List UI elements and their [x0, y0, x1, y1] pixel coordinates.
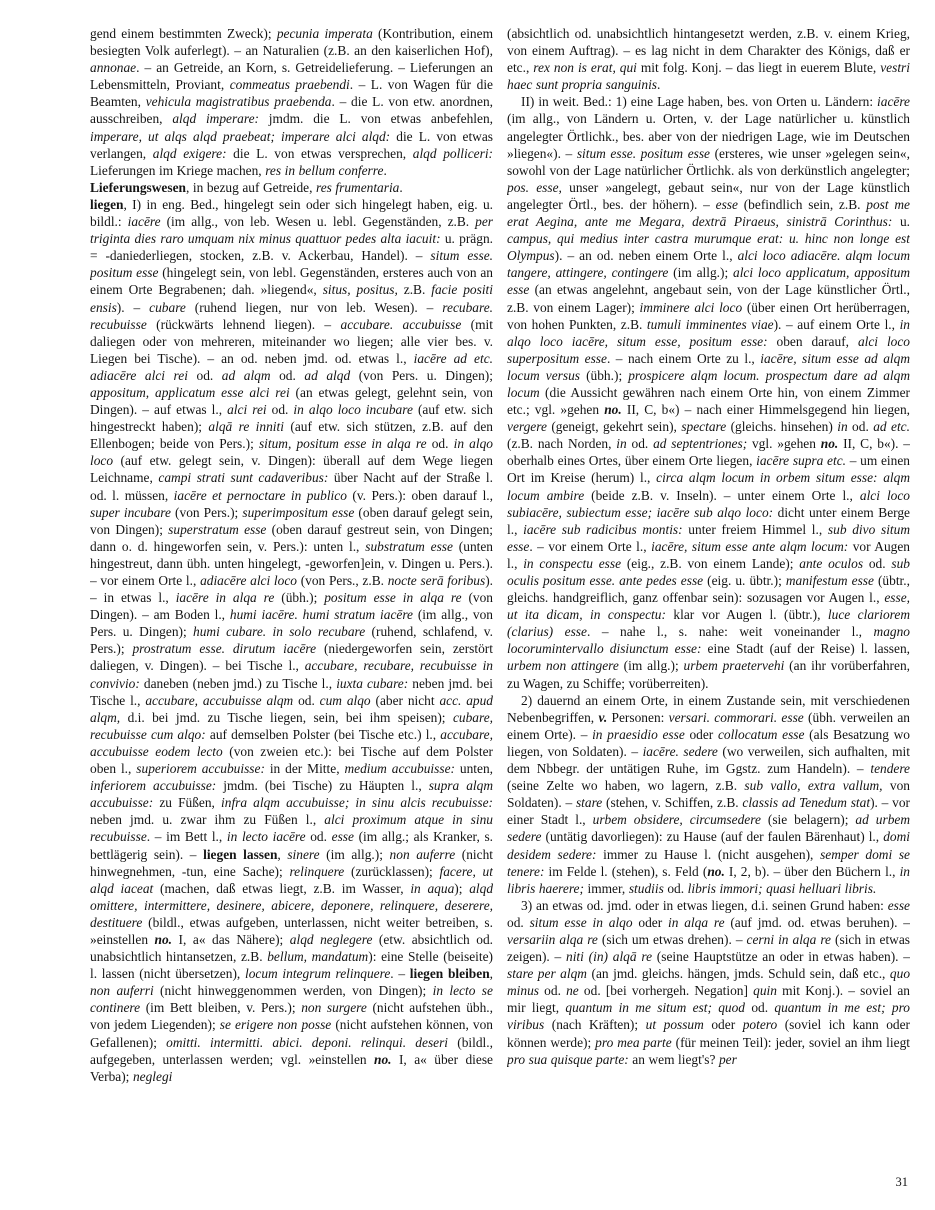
left-column [90, 25, 493, 1175]
entry-liegen-section-2: 2) dauernd an einem Orte, in einem Zustande sein, mit verschiedenen Nebenbegriffen, v. Personen: versari. commorari. esse (übh. verweilen an einem Orte). – in praesidio esse oder collocatum esse (als Besatzung wo liegen, von Soldaten). – iacēre. sedere (wo verweilen, sich aufhalten, mit dem Nbbegr. der untätigen Ruhe, im Ggstz. zum Handeln). – tendere (seine Zelte wo haben, wo lagern, z.B. sub vallo, extra vallum, von Soldaten). – stare (stehen, v. Schiffen, z.B. classis ad Tenedum stat). – vor einer Stadt l., urbem obsidere, circumsedere (sie belagern); ad urbem sedere (untätig davorliegen): zu Hause (auf der faulen Bärenhaut) l., domi desidem sedere: immer zu Hause l. (nicht ausgehen), semper domi se tenere: im Felde l. (stehen), s. Feld (no. I, 2, b). – über den Büchern l., in libris haerere; immer, studiis od. libris immori; quasi helluari libris. [507, 692, 910, 896]
page-number: 31 [895, 1175, 908, 1189]
entry-lieferung-continuation: gend einem bestimmten Zweck); pecunia imperata (Kontribution, einem besiegten Volk auferlegt). – an Naturalien (z.B. an den kaiserlichen Hof), annonae. – an Getreide, an Korn, s. Getreidelieferung. – Lieferungen an Lebensmitteln, Proviant, commeatus praebendi. – L. von Wagen für die Beamten, vehicula magistratibus praebenda. – die L. von etw. anordnen, ausschreiben, alqd imperare: jmdm. die L. von etwas anbefehlen, imperare, ut alqs alqd praebeat; imperare alci alqd: die L. von etwas verlangen, alqd exigere: die L. von etwas versprechen, alqd polliceri: Lieferungen im Kriege machen, res in bellum conferre. [90, 26, 493, 178]
entry-liegen-part2: (absichtlich od. unabsichtlich hintangesetzt werden, z.B. v. einem Krieg, von einem Auftrag). – es lag nicht in dem Charakter des Königs, daß er etc., rex non is erat, qui mit folg. Konj. – das liegt in euerem Blute, vestri haec sunt propria sanguinis. [507, 26, 910, 93]
entry-liegen-section-3: 3) an etwas od. jmd. oder in etwas liegen, d.i. seinen Grund haben: esse od. situm esse in alqo oder in alqa re (auf jmd. od. etwas beruhen). – versariin alqa re (sich um etwas drehen). – cerni in alqa re (sich in etwas zeigen). – niti (in) alqā re (seine Hauptstütze an oder in etwas haben). – stare per alqm (an jmd. gleichs. hängen, jmds. Schuld sein, daß etc., quo minus od. ne od. [bei vorhergeh. Negation] quin mit Konj.). – soviel an mir liegt, quantum in me situm est; quod od. quantum in me est; pro viribus (nach Kräften); ut possum oder potero (soviel ich kann oder können werde); pro mea parte (für meinen Teil): jeder, soviel an ihm liegt pro sua quisque parte: an wem liegt's? per [507, 897, 910, 1067]
entry-liegen-part1: liegen, I) in eng. Bed., hingelegt sein oder sich hingelegt haben, eig. u. bildl.: iacēre (im allg., von leb. Wesen u. lebl. Gegenständen, z.B. per triginta dies raro umquam nix minus quattuor pedes alta iacuit: u. prägn. = -daniederliegen, stocken, z.B. v. Ackerbau, Handel). – situm esse. positum esse (hingelegt sein, von lebl. Gegenständen, ersteres auch von an einem Orte Begrabenen; dah. »liegend«, situs, positus, z.B. facie positi ensis). – cubare (ruhend liegen, nur von leb. Wesen). – recubare. recubuisse (rückwärts lehnend liegen). – accubare. accubuisse (mit daliegen oder von mehreren, miteinander wo liegen; alle vier bes. v. Liegen bei Tische). – an od. neben jmd. od. etwas l., iacēre ad etc. adiacēre alci rei od. ad alqm od. ad alqd (von Pers. u. Dingen); appositum, applicatum esse alci rei (an etwas gelegt, gelehnt sein, von Dingen). – auf etwas l., alci rei od. in alqo loco incubare (auf etw. sich hingestreckt haben); alqā re inniti (auf etw. sich stützen, z.B. auf den Ellenbogen; beide von Pers.); situm, positum esse in alqa re od. in alqo loco (auf etw. gelegt sein, v. Dingen): überall auf dem Wege liegen Leichname, campi strati sunt cadaveribus: über Nacht auf der Straße l. od. l. müssen, iacēre et pernoctare in publico (v. Pers.): oben darauf l., super incubare (von Pers.); superimpositum esse (oben darauf gelegt sein, von Dingen); superstratum esse (oben darauf gestreut sein, von Dingen; dann o. d. hingeworfen sein, v. Pers.): unten l., substratum esse (unten hingestreut, dann übh. unten hingelegt, -geworfen]ein, v. Dingen u. Pers.). – vor einem Orte l., adiacēre alci loco (von Pers., z.B. nocte serā foribus). – in etwas l., iacēre in alqa re (übh.); positum esse in alqa re (von Dingen). – am Boden l., humi iacēre. humi stratum iacēre (im allg., von Pers. u. Dingen); humi cubare. in solo recubare (ruhend, schlafend, v. Pers.); prostratum esse. dirutum iacēre (niedergeworfen sein, zerstört daliegen, v. Dingen). – bei Tische l., accubare, recubare, recubuisse in convivio: daneben (neben jmd.) zu Tische l., iuxta cubare: neben jmd. bei Tische l., accubare, accubuisse alqm od. cum alqo (aber nicht acc. apud alqm, d.i. bei jmd. zu Tische liegen, sein, bei ihm speisen); cubare, recubuisse cum alqo: auf demselben Polster (bei Tische etc.) l., accubare, accubuisse eodem lecto (von zweien etc.): bei Tische auf dem Polster oben l., superiorem accubuisse: in der Mitte, medium accubuisse: unten, inferiorem accubuisse: jmdm. (bei Tische) zu Häupten l., supra alqm accubuisse: zu Füßen, infra alqm accubuisse; in sinu alcis recubuisse: neben jmd. u. zwar ihm zu Füßen l., alci proximum atque in sinu recubuisse. – im Bett l., in lecto iacēre od. esse (im allg.; als Kranker, s. bettlägerig sein). – liegen lassen, sinere (im allg.); non auferre (nicht hinwegnehmen, -tun, eine Sache); relinquere (zurücklassen); facere, ut alqd iaceat (machen, daß etwas liegt, z.B. im Wasser, in aqua); alqd omittere, intermittere, desinere, abicere, deponere, relinquere, deserere, destituere (bildl., etwas aufgeben, unterlassen, nicht weiter betreiben, s. »einstellen no. I, a« das Nähere); alqd neglegere (etw. absichtlich od. unabsichtlich hintansetzen, z.B. bellum, mandatum): eine Stelle (beiseite) l. lassen (nicht übersetzen), locum integrum relinquere. – liegen bleiben, non auferri (nicht hinweggenommen werden, von Dingen); in lecto se continere (im Bett bleiben, v. Pers.); non surgere (nicht aufstehen übh., von jedem Liegenden); se erigere non posse (nicht aufstehen können, von Gefallenen); omitti. intermitti. abici. deponi. relinqui. deseri (bildl., aufgegeben, unterlassen werden; vgl. »einstellen no. I, a« über diese Verba); neglegi [90, 196, 493, 1084]
entry-lieferungswesen: Lieferungswesen, in bezug auf Getreide, res frumentaria. [90, 179, 403, 195]
text-columns [90, 25, 910, 1175]
right-column [507, 25, 910, 1175]
entry-liegen-section-II: II) in weit. Bed.: 1) eine Lage haben, bes. von Orten u. Ländern: iacēre (im allg., von Ländern u. Orten, v. der Lage natürlicher u. künstlich angelegter Örtlichk., bes. aber von der niedrigen Lage, wie im Deutschen »liegen«). – situm esse. positum esse (ersteres, wie unser »gelegen sein«, sowohl von der Lage natürlicher Örtlichk. als von derkünstlich angelegter; pos. esse, unser »angelegt, gebaut sein«, nur von der Lage künstlich angelegter Örtl., bes. der höhern). – esse (befindlich sein, z.B. post me erat Aegina, ante me Megara, dextrā Piraeus, sinistrā Corinthus: u. campus, qui medius inter castra murumque erat: u. hinc non longe est Olympus). – an od. neben einem Orte l., alci loco adiacēre. alqm locum tangere, attingere, contingere (im allg.); alci loco applicatum, appositum esse (an etwas angelehnt, angebaut sein, von der Lage künstlicher Örtl., z.B. von einem Lager); imminere alci loco (über einen Ort herüberragen, von hohen Punkten, z.B. tumuli imminentes viae). – auf einem Orte l., in alqo loco iacēre, situm esse, positum esse: oben darauf, alci loco superpositum esse. – nach einem Orte zu l., iacēre, situm esse ad alqm locum versus (übh.); prospicere alqm locum. prospectum dare ad alqm locum (die Aussicht gewähren nach einem Orte hin, von einem Zimmer etc.; vgl. »gehen no. II, C, b«) – nach einer Himmelsgegend hin liegen, vergere (geneigt, gekehrt sein), spectare (gleichs. hinsehen) in od. ad etc. (z.B. nach Norden, in od. ad septentriones; vgl. »gehen no. II, C, b«). – oberhalb eines Ortes, über einem Orte liegen, iacēre supra etc. – um einen Ort im Kreise (herum) l., circa alqm locum in orbem situm esse: alqm locum ambire (beide z.B. v. Inseln). – unter einem Orte l., alci loco subiacēre, subiectum esse; iacēre sub alqo loco: dicht unter einem Berge l., iacēre sub radicibus montis: unter freiem Himmel l., sub divo situm esse. – vor einem Orte l., iacēre, situm esse ante alqm locum: vor Augen l., in conspectu esse (eig., z.B. von einem Lande); ante oculos od. sub oculis positum esse. ante pedes esse (eig. u. übtr.); manifestum esse (übtr., gleichs. handgreiflich, ganz offenbar sein): sozusagen vor Augen l., esse, ut ita dicam, in conspectu: klar vor Augen l. (übtr.), luce clariorem (clarius) esse. – nahe l., s. nahe: weit voneinander l., magno locorumintervallo disiunctum esse: eine Stadt (auf der Reise) l. lassen, urbem non attingere (im allg.); urbem praetervehi (an ihr vorüberfahren, zu Wagen, zu Schiffe; vorüberreiten). [507, 94, 910, 691]
